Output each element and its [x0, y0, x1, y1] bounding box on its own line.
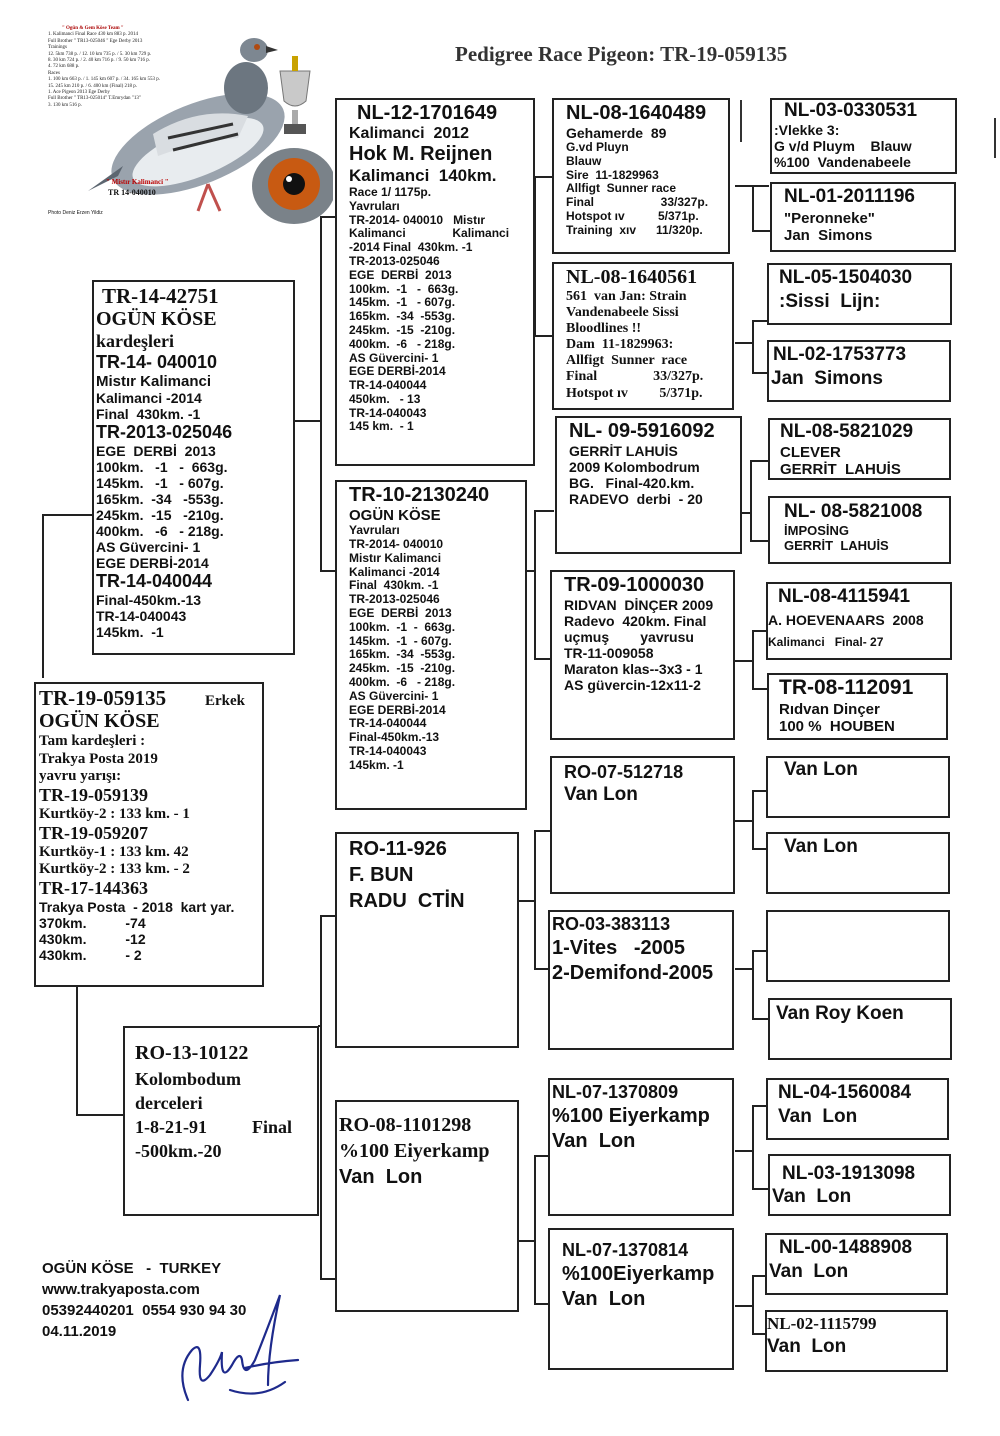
g4-ring: NL-05-1504030	[779, 267, 913, 288]
sire-sire-box	[335, 98, 535, 466]
g4-box-3	[767, 263, 952, 325]
dd-dam-line: Van Lon	[562, 1288, 646, 1310]
g4-box-7	[766, 582, 952, 660]
ds-sire-ring: RO-07-512718	[564, 762, 684, 782]
ss-sire-line: Training xıv 11/320p.	[566, 222, 703, 237]
dd-sire-line: %100 Eiyerkamp	[552, 1105, 710, 1127]
g4-box-8	[767, 673, 948, 740]
g4-line: Jan Simons	[771, 368, 883, 389]
ss-dam-line: Dam 11-1829963:	[566, 337, 674, 353]
sire-dam-line: 165km. -34 -553g.	[349, 647, 456, 662]
subject-line: Kurtköy-2 : 133 km. - 1	[39, 805, 190, 822]
pigeon-eye-icon	[252, 148, 333, 224]
dam-line: 1-8-21-91 Final	[135, 1117, 292, 1137]
g4-line: :Vlekke 3:	[774, 121, 840, 138]
sire-line: Mistır Kalimanci	[96, 372, 212, 390]
g4-line: İMPOSİNG	[784, 523, 850, 538]
dam-sire-ring: RO-11-926	[349, 838, 447, 860]
subject-line: Kurtköy-2 : 133 km. - 2	[39, 860, 190, 877]
subject-line: OGÜN KÖSE	[39, 710, 160, 733]
sd-dam-line: RIDVAN DİNÇER 2009	[564, 597, 714, 613]
photo-caption-line: 4. 72 km 688 p.	[48, 64, 80, 70]
ss-sire-box	[552, 98, 730, 254]
photo-caption-line: 12. 5km 738 p. / 12. 10 km 735 p. / 5. 30 km 729 p.	[48, 51, 152, 57]
subject-ring: TR-19-059135	[39, 686, 167, 710]
sire-sire-line: 450km. - 13	[349, 391, 421, 406]
sd-dam-line: Maraton klas--3x3 - 1	[564, 661, 703, 678]
sire-line: Kalimanci -2014	[96, 389, 202, 406]
sire-sire-line: TR-14-040044	[349, 378, 427, 393]
sire-sire-line: Kalimanci 2012	[349, 125, 470, 142]
sire-dam-line: 245km. -15 -210g.	[349, 661, 456, 676]
sd-dam-line: Radevo 420km. Final	[564, 613, 707, 630]
sire-line: OGÜN KÖSE	[96, 308, 217, 331]
sire-dam-line: Yavruları	[349, 523, 400, 538]
sire-line: 145km. -1	[96, 624, 164, 641]
sire-sire-line: EGE DERBİ-2014	[349, 364, 446, 379]
g4-box-2	[770, 182, 956, 252]
sire-sire-line: 165km. -34 -553g.	[349, 309, 456, 324]
g4-box-11	[766, 910, 950, 982]
subject-details	[39, 710, 259, 963]
sire-sire-line: AS Güvercini- 1	[349, 350, 439, 365]
subject-line: 430km. -12	[39, 931, 146, 947]
footer-phone: 05392440201 0554 930 94 30	[42, 1302, 247, 1319]
g4-box-10	[766, 832, 950, 894]
photo-pigeon-name: " Mistır Kalimanci "	[106, 178, 169, 186]
ss-dam-line: Final 33/327p.	[566, 369, 704, 385]
sire-line: 145km. -1 - 607g.	[96, 474, 224, 491]
dd-sire-ring: NL-07-1370809	[552, 1082, 679, 1102]
g4-box-13	[766, 1078, 949, 1140]
g4-box-12	[768, 998, 952, 1060]
g4-ring: NL- 08-5821008	[784, 501, 923, 522]
g4-line: Van Lon	[769, 1261, 849, 1282]
ss-dam-box	[552, 262, 734, 410]
ss-dam-line: Hotspot ıv 5/371p.	[566, 385, 703, 401]
ds-dam-box	[548, 910, 734, 1050]
sire-sire-line: 145km. -1 - 607g.	[349, 295, 456, 310]
sire-line: TR-14- 040010	[96, 351, 218, 372]
footer-owner: OGÜN KÖSE - TURKEY	[42, 1260, 222, 1277]
g4-ring: NL-08-4115941	[778, 586, 911, 607]
g4-line: A. HOEVENAARS 2008	[768, 612, 924, 628]
sire-line: Final-450km.-13	[96, 592, 202, 609]
subject-line: 430km. - 2	[39, 947, 142, 964]
sire-box	[92, 280, 295, 655]
dam-line: Kolombodum	[135, 1069, 242, 1089]
ss-sire-line: Blauw	[566, 153, 602, 168]
g4-box-14	[768, 1154, 951, 1216]
dam-sire-line: F. BUN	[349, 864, 414, 886]
sire-sire-ring: NL-12-1701649	[357, 102, 498, 124]
g4-ring: Van Roy Koen	[776, 1003, 904, 1024]
photo-caption-line: 1. 100 km 663 p. / 1. 145 km 607 p. / 34. 165 km 553 p.	[48, 77, 160, 83]
sire-sire-line: 400km. -6 - 218g.	[349, 336, 456, 351]
subject-sex: Erkek	[204, 693, 245, 709]
g4-box-4	[767, 340, 951, 402]
ss-sire-line: Sire 11-1829963	[566, 167, 659, 182]
sd-sire-line: GERRİT LAHUİS	[569, 443, 678, 459]
dd-dam-line: %100Eiyerkamp	[562, 1263, 715, 1285]
sire-line: 165km. -34 -553g.	[96, 490, 224, 507]
sire-sire-line: EGE DERBİ 2013	[349, 267, 452, 282]
sd-dam-line: TR-11-009058	[564, 645, 654, 662]
ss-dam-line: Bloodlines !!	[566, 321, 642, 337]
g4-line: Jan Simons	[784, 227, 873, 245]
g4-ring: NL-02-1115799	[767, 1314, 877, 1333]
g4-box-16	[765, 1310, 948, 1372]
g4-ring: NL-03-0330531	[784, 100, 918, 121]
footer-date: 04.11.2019	[42, 1323, 117, 1340]
photo-caption-line: 8. 30 km 724 p. / 2. 40 km 716 p. / 9. 50 km 716 p.	[48, 58, 150, 64]
g4-line: Van Lon	[767, 1336, 847, 1357]
g4-line: Van Lon	[778, 1106, 858, 1127]
ss-sire-line: Gehamerde 89	[566, 125, 667, 141]
dam-line: -500km.-20	[135, 1141, 222, 1161]
sire-dam-line: 145km. -1 - 607g.	[349, 633, 452, 648]
sire-line: 400km. -6 - 218g.	[96, 523, 224, 540]
g4-ring: Van Lon	[784, 759, 858, 780]
g4-ring: Van Lon	[784, 836, 858, 857]
dam-ring: RO-13-10122	[135, 1042, 249, 1064]
sire-sire-line: Yavruları	[349, 198, 400, 213]
g4-box-9	[766, 756, 950, 818]
dd-sire-line: Van Lon	[552, 1130, 636, 1152]
g4-line: G v/d Pluym Blauw	[774, 137, 912, 154]
sire-dam-line: 145km. -1	[349, 757, 404, 772]
subject-line: Tam kardeşleri :	[39, 733, 146, 750]
ss-dam-ring: NL-08-1640561	[566, 266, 698, 288]
sire-line: kardeşleri	[96, 331, 174, 352]
sd-sire-line: BG. Final-420.km.	[569, 475, 695, 492]
photo-caption-line: Trainings	[48, 45, 67, 51]
g4-ring: NL-03-1913098	[782, 1163, 916, 1184]
sire-sire-line: 245km. -15 -210g.	[349, 322, 456, 337]
g4-box-5	[768, 418, 951, 480]
sire-line: TR-2013-025046	[96, 421, 233, 442]
ds-sire-box	[550, 756, 735, 894]
g4-line: 100 % HOUBEN	[779, 718, 895, 736]
sire-dam-line: 400km. -6 - 218g.	[349, 675, 456, 690]
sire-dam-line: Final 430km. -1	[349, 578, 439, 593]
dam-dam-line: %100 Eiyerkamp	[339, 1140, 490, 1162]
subject-line: Trakya Posta 2019	[39, 750, 158, 767]
trophy-icon	[280, 56, 310, 134]
subject-line: yavru yarışı:	[39, 767, 122, 784]
ss-sire-line: Final 33/327p.	[566, 195, 709, 210]
sire-dam-line: 100km. -1 - 663g.	[349, 619, 456, 634]
photo-caption-line: Races	[48, 70, 60, 76]
sire-sire-line: Race 1/ 1175p.	[349, 184, 432, 199]
dam-sire-line: RADU CTİN	[349, 890, 465, 912]
g4-line: GERRİT LAHUİS	[784, 537, 889, 553]
sire-dam-line: TR-14-040044	[349, 716, 427, 731]
sire-sire-line: TR-14-040043	[349, 405, 427, 420]
sire-sire-line: 145 km. - 1	[349, 419, 414, 434]
dam-line: derceleri	[135, 1093, 203, 1113]
ds-dam-line: 1-Vites -2005	[552, 937, 686, 959]
ss-sire-line: G.vd Pluyn	[566, 140, 629, 155]
photo-caption-line: 1. Ace Pigeon 2013 Ege Derby	[48, 90, 110, 96]
ss-dam-line: Allfigt Sunner race	[566, 353, 688, 369]
g4-ring: NL-04-1560084	[778, 1082, 912, 1103]
pigeon-illustration	[48, 26, 333, 231]
ss-dam-line: 561 van Jan: Strain	[566, 289, 687, 304]
sire-sire-line: TR-2014- 040010 Mistır	[349, 212, 486, 227]
photo-caption-line: Full Brother " TR13-025046 " Ege Derby 2013	[48, 38, 143, 44]
g4-line: Rıdvan Dinçer	[779, 701, 880, 718]
dam-box	[123, 1026, 319, 1216]
g4-line: %100 Vandenabeele	[774, 154, 911, 171]
sire-line: TR-14-040043	[96, 608, 187, 625]
ss-sire-line: Allfigt Sunner race	[566, 181, 677, 196]
dam-sire-box	[335, 832, 519, 1048]
sire-dam-line: TR-2014- 040010	[349, 537, 444, 552]
sire-dam-ring: TR-10-2130240	[349, 484, 490, 506]
dd-dam-box	[548, 1228, 734, 1370]
g4-line: "Peronneke"	[784, 210, 875, 227]
sd-sire-ring: NL- 09-5916092	[569, 420, 715, 442]
sire-line: AS Güvercini- 1	[96, 539, 201, 556]
sire-dam-line: EGE DERBİ 2013	[349, 606, 452, 621]
ss-sire-line: Hotspot ıv 5/371p.	[566, 209, 699, 224]
photo-pigeon-ring: TR 14-040010	[108, 188, 156, 197]
photo-caption-header: " Ogün & Gem Köse Team "	[62, 26, 124, 31]
sire-line: EGE DERBİ-2014	[96, 555, 209, 572]
sire-sire-line: Kalimanci 140km.	[349, 166, 497, 186]
dd-sire-box	[548, 1078, 734, 1216]
sire-dam-line: AS Güvercini- 1	[349, 688, 439, 703]
subject-pigeon-box	[34, 682, 264, 987]
ss-dam-line: Vandenabeele Sissi	[566, 305, 679, 321]
photo-caption-line: 1. Kalimanci Final Race 430 km 883 p. 2014	[48, 32, 138, 38]
g4-line: Kalimanci Final- 27	[768, 635, 884, 649]
subject-line: TR-19-059139	[39, 785, 148, 805]
sire-dam-box	[335, 480, 527, 810]
photo-caption-line: Full Brother " TR13-025014" T.Emrydan "13"	[48, 96, 141, 102]
g4-ring: NL-01-2011196	[784, 186, 915, 207]
sire-dam-line: Mistır Kalimanci	[349, 550, 442, 565]
sire-ring: TR-14-42751	[102, 284, 219, 308]
subject-line: 370km. -74	[39, 914, 146, 931]
g4-ring: NL-00-1488908	[779, 1237, 913, 1258]
g4-box-6	[768, 496, 951, 564]
sire-dam-line: TR-2013-025046	[349, 592, 440, 607]
g4-ring: NL-08-5821029	[780, 421, 914, 442]
sd-dam-line: AS güvercin-12x11-2	[564, 677, 701, 694]
sd-dam-box	[550, 570, 735, 740]
sire-sire-line: Hok M. Reijnen	[349, 143, 493, 166]
sire-sire-line: 100km. -1 - 663g.	[349, 281, 459, 296]
sd-dam-line: uçmuş yavrusu	[564, 629, 694, 646]
g4-ring: TR-08-112091	[779, 676, 914, 699]
g4-ring: NL-02-1753773	[773, 344, 907, 365]
dam-dam-box	[335, 1100, 519, 1312]
subject-line: Kurtköy-1 : 133 km. 42	[39, 843, 189, 860]
sire-sire-line: TR-2013-025046	[349, 253, 440, 268]
sire-line: EGE DERBİ 2013	[96, 442, 216, 459]
pigeon-photo-panel	[48, 26, 333, 231]
g4-line: GERRİT LAHUİS	[780, 461, 901, 479]
g4-box-1	[770, 98, 957, 174]
sire-line: 100km. -1 - 663g.	[96, 458, 228, 475]
ds-dam-ring: RO-03-383113	[552, 914, 671, 934]
sire-line: 245km. -15 -210g.	[96, 507, 224, 524]
sire-sire-line: -2014 Final 430km. -1	[349, 240, 473, 255]
subject-line: Trakya Posta - 2018 kart yar.	[39, 898, 235, 915]
page-title: Pedigree Race Pigeon: TR-19-059135	[455, 42, 788, 66]
subject-line: TR-17-144363	[39, 878, 148, 899]
signature-icon	[170, 1290, 300, 1420]
dd-dam-ring: NL-07-1370814	[562, 1240, 689, 1260]
g4-line: Van Lon	[772, 1186, 852, 1207]
g4-line: CLEVER	[780, 444, 841, 461]
photo-caption-line: 3. 130 km 516 p.	[48, 102, 82, 108]
g4-box-15	[765, 1233, 948, 1295]
sd-sire-line: 2009 Kolombodrum	[569, 459, 700, 476]
sire-dam-line: Kalimanci -2014	[349, 564, 440, 579]
sire-line: Final 430km. -1	[96, 405, 201, 422]
sire-dam-line: TR-14-040043	[349, 744, 427, 758]
sire-dam-line: EGE DERBİ-2014	[349, 702, 446, 717]
sd-dam-ring: TR-09-1000030	[564, 574, 705, 596]
sire-sire-line: Kalimanci Kalimanci	[349, 226, 510, 241]
photo-credit: Photo Deniz Erzen Yildiz	[48, 210, 103, 216]
g4-line: :Sissi Lijn:	[779, 291, 881, 312]
footer-website: www.trakyaposta.com	[42, 1281, 200, 1298]
dam-dam-ring: RO-08-1101298	[339, 1114, 472, 1136]
subject-line: TR-19-059207	[39, 822, 148, 843]
sire-dam-line: Final-450km.-13	[349, 730, 440, 745]
dam-dam-line: Van Lon	[339, 1166, 423, 1188]
ds-sire-line: Van Lon	[564, 784, 638, 805]
sd-sire-line: RADEVO derbi - 20	[569, 491, 703, 508]
sd-sire-box	[555, 416, 742, 554]
sire-dam-line: OGÜN KÖSE	[349, 507, 441, 524]
ds-dam-line: 2-Demifond-2005	[552, 962, 714, 984]
ss-sire-ring: NL-08-1640489	[566, 102, 707, 124]
sire-line: TR-14-040044	[96, 571, 213, 592]
photo-caption-line: 15. 245 km 210 p. / 6. 400 km (Final) 218 p.	[48, 83, 138, 89]
